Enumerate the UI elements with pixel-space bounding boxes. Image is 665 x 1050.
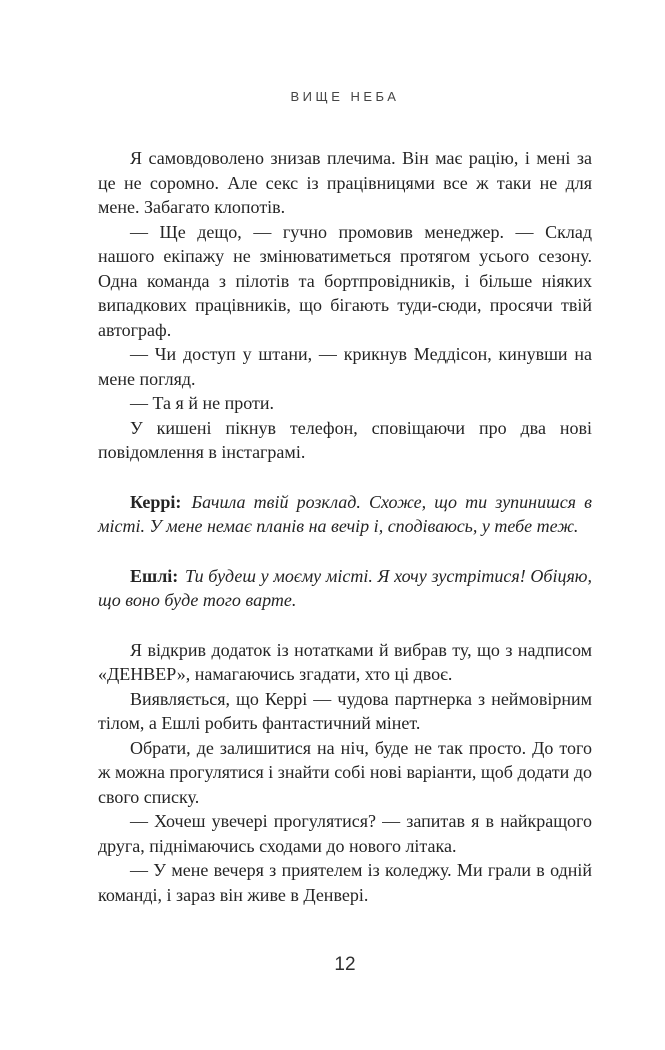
message-speaker: Керрі: — [130, 491, 182, 512]
paragraph-11: — Хочеш увечері прогулятися? — запитав я в найкращого друга, піднімаючись сходами до нового літака. — [98, 811, 592, 856]
message-text: Бачила твій розклад. Схоже, що ти зупинишся в місті. У мене немає планів на вечір і, сподіваюсь, у тебе теж. — [98, 491, 592, 536]
running-head: ВИЩЕ НЕБА — [290, 89, 400, 104]
paragraph-4: — Та я й не проти. — [130, 393, 274, 413]
message-speaker: Ешлі: — [130, 565, 179, 586]
paragraph-8: Я відкрив додаток із нотатками й вибрав ту, що з надписом «ДЕНВЕР», намагаючись згадати, хто ці двоє. — [98, 639, 592, 684]
paragraph-5: У кишені пікнув телефон, сповіщаючи про два нові повідомлення в інстаграмі. — [98, 417, 592, 462]
message-text: Ти будеш у моєму місті. Я хочу зустрітися! Обіцяю, що воно буде того варте. — [98, 565, 593, 610]
message-eshli — [98, 564, 592, 613]
paragraph-9: Виявляється, що Керрі — чудова партнерка з неймовірним тілом, а Ешлі робить фантастичний мінет. — [98, 688, 592, 733]
paragraph-12: — У мене вечеря з приятелем із коледжу. Ми грали в одній команді, і зараз він живе в Денвері. — [98, 860, 592, 905]
paragraph-3: — Чи доступ у штани, — крикнув Меддісон, кинувши на мене погляд. — [98, 344, 592, 389]
page-number: 12 — [334, 954, 356, 975]
paragraph-2: — Ще дещо, — гучно промовив менеджер. — Склад нашого екіпажу не змінюватиметься протягом усього сезону. Одна команда з пілотів та бортпровідників, і більше ніяких випадкових працівників, що бігають туди-сюди, просячи твій автограф. — [98, 221, 592, 340]
text-block — [98, 146, 592, 907]
message-kerri — [98, 490, 592, 539]
paragraph-10: Обрати, де залишитися на ніч, буде не так просто. До того ж можна прогулятися і знайти собі нові варіанти, щоб додати до свого списку. — [98, 737, 592, 807]
paragraph-1: Я самовдоволено знизав плечима. Він має рацію, і мені за це не соромно. Але секс із працівницями все ж таки не для мене. Забагато клопотів. — [98, 148, 592, 217]
